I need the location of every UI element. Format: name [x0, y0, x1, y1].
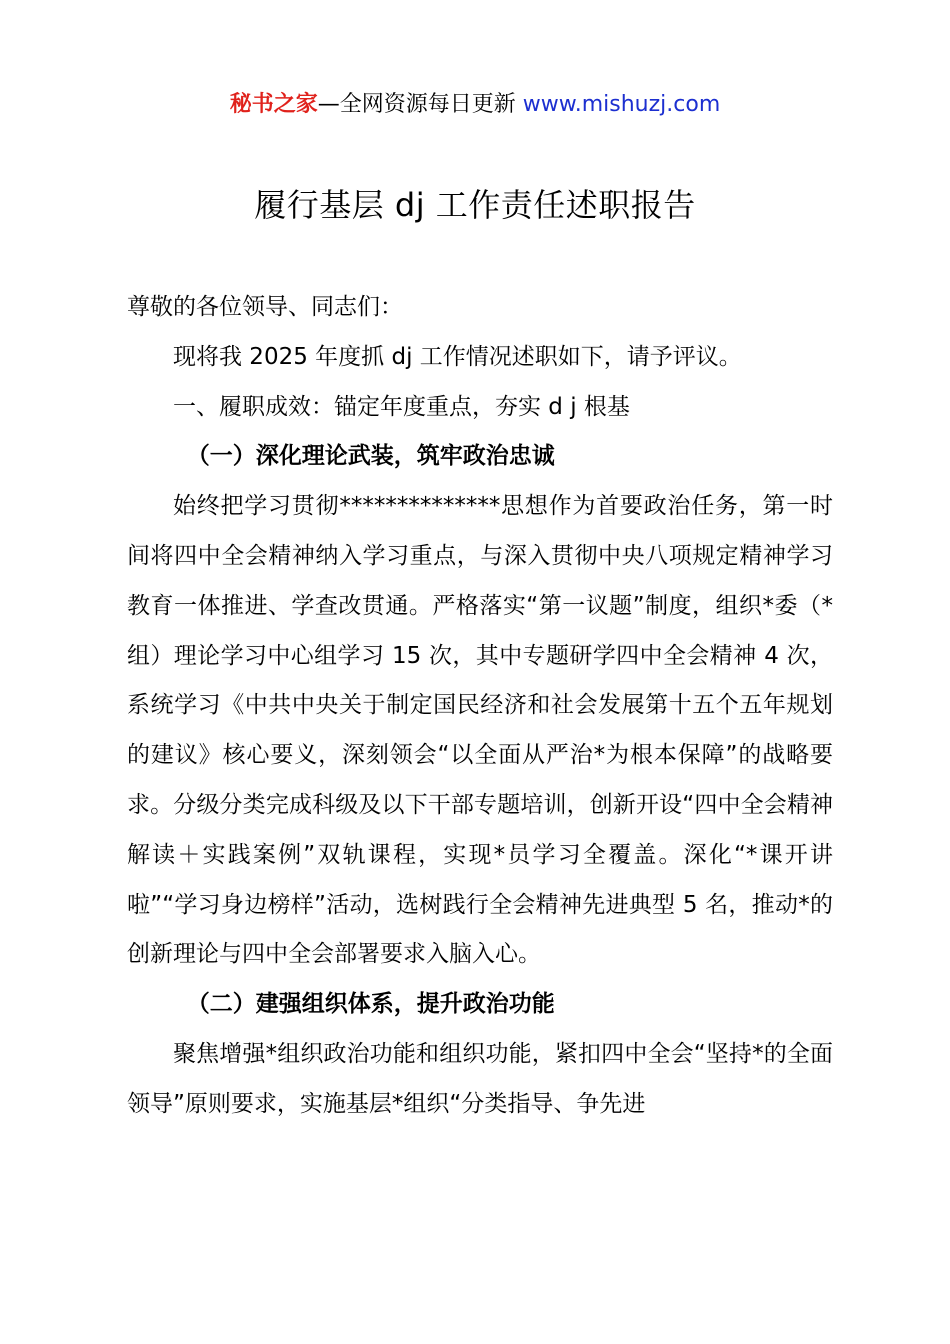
header-slogan: —全网资源每日更新 [317, 92, 523, 117]
intro-paragraph: 现将我 2025 年度抓 dj 工作情况述职如下，请予评议。 [173, 343, 742, 370]
site-header [0, 88, 950, 122]
site-url-link[interactable]: www.mishuzj.com [522, 92, 721, 117]
subsection-heading-2: （二）建强组织体系，提升政治功能 [186, 991, 555, 1018]
subsection-paragraph-1: 始终把学习贯彻**************思想作为首要政治任务，第一时间将四中全会精神纳入学习重点，与深入贯彻中央八项规定精神学习教育一体推进、学查改贯通。严格落实“第一议题”制度，组织*委（*组）理论学习中心组学习 15 次，其中专题研学四中全会精神 4 次，系统学习《中共中央关于制定国民经济和社会发展第十五个五年规划的建议》核心要义，深刻领会“以全面从严治*为根本保障”的战略要求。分级分类完成科级及以下干部专题培训，创新开设“四中全会精神解读＋实践案例”双轨课程，实现*员学习全覆盖。深化“*课开讲啦”“学习身边榜样”活动，选树践行全会精神先进典型 5 名，推动*的创新理论与四中全会部署要求入脑入心。 [127, 493, 833, 968]
document-title: 履行基层 dj 工作责任述职报告 [254, 186, 696, 224]
document-body [127, 283, 833, 1130]
brand-name: 秘书之家 [229, 92, 318, 117]
salutation: 尊敬的各位领导、同志们： [127, 294, 403, 320]
subsection-paragraph-2: 聚焦增强*组织政治功能和组织功能，紧扣四中全会“坚持*的全面领导”原则要求，实施基层*组织“分类指导、争先进 [127, 1040, 833, 1117]
section-heading-1: 一、履职成效：锚定年度重点，夯实 d j 根基 [173, 393, 630, 420]
subsection-heading-1: （一）深化理论武装，筑牢政治忠诚 [186, 443, 555, 470]
